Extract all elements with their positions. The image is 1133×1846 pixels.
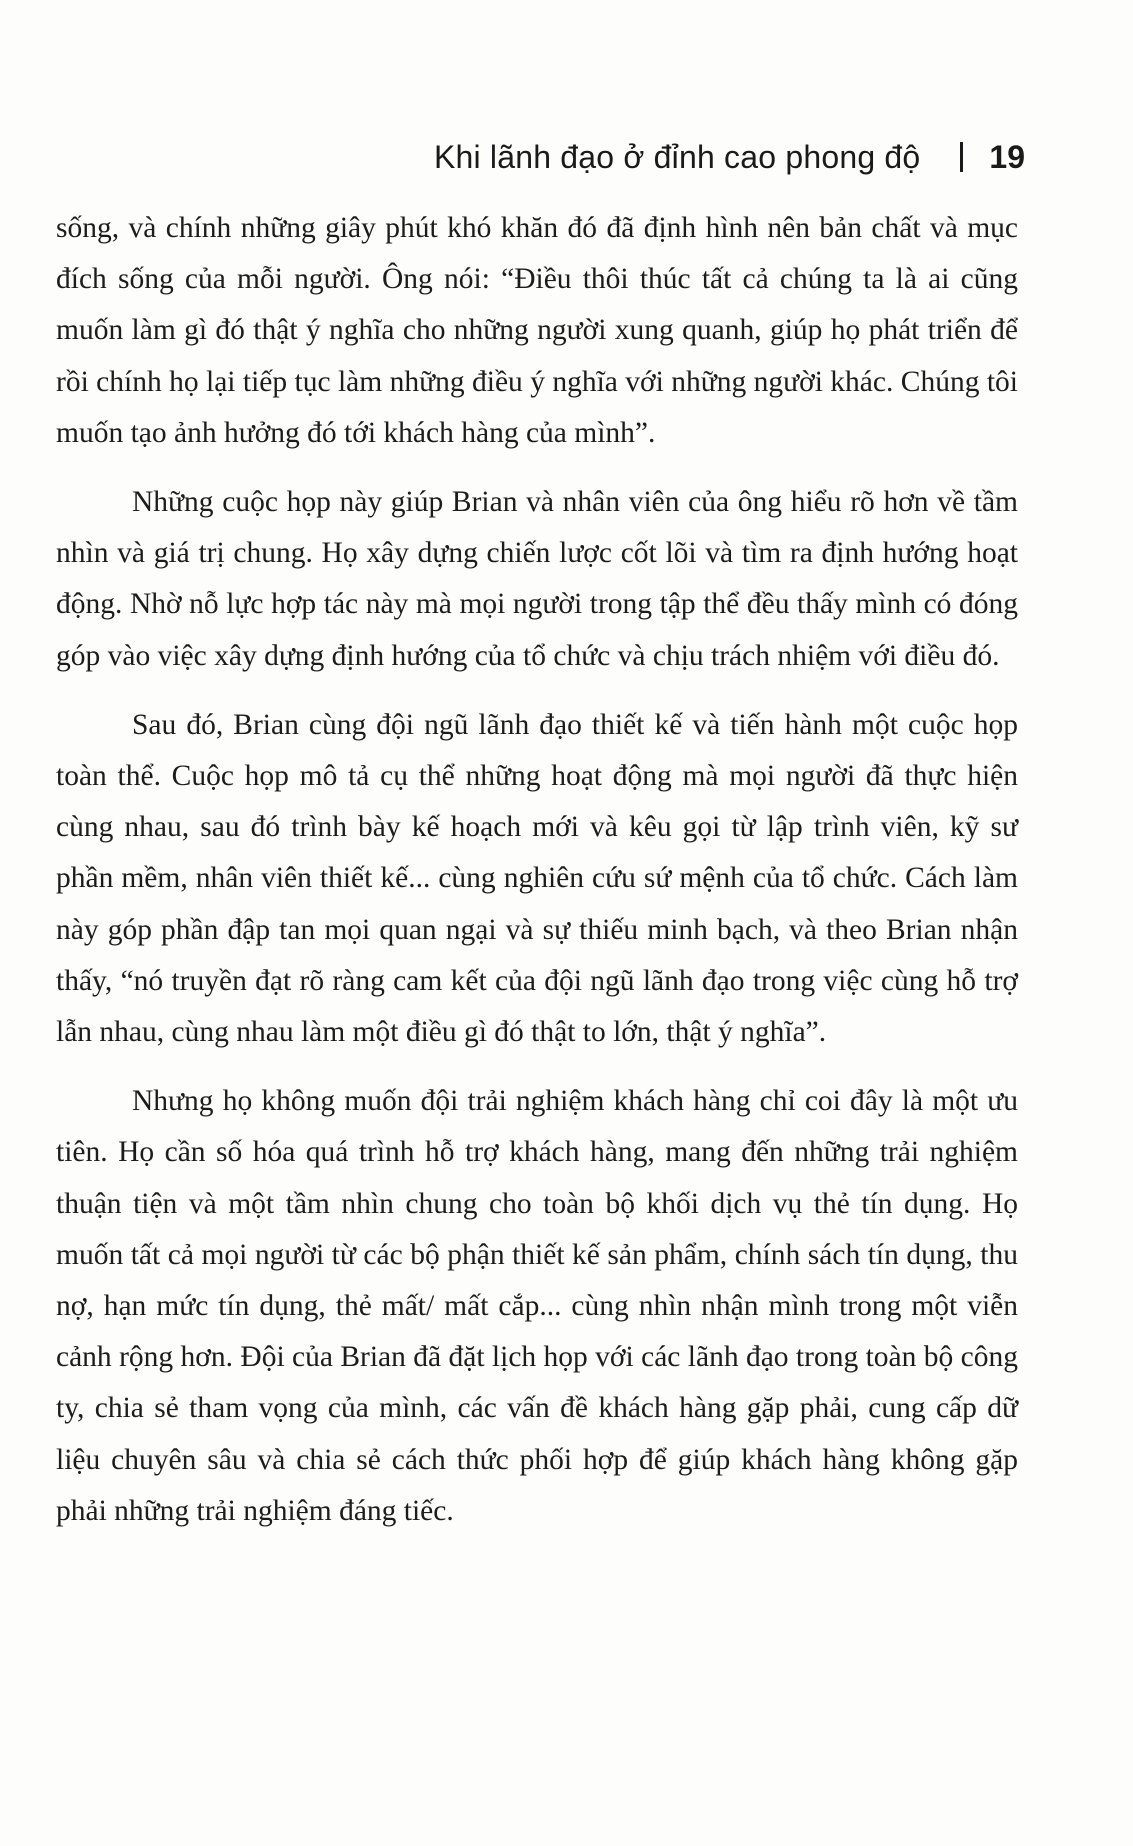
- paragraph: Nhưng họ không muốn đội trải nghiệm khách hàng chỉ coi đây là một ưu tiên. Họ cần số hóa quá trình hỗ trợ khách hàng, mang đến những trải nghiệm thuận tiện và một tầm nhìn chung cho toàn bộ khối dịch vụ thẻ tín dụng. Họ muốn tất cả mọi người từ các bộ phận thiết kế sản phẩm, chính sách tín dụng, thu nợ, hạn mức tín dụng, thẻ mất/ mất cắp... cùng nhìn nhận mình trong một viễn cảnh rộng hơn. Đội của Brian đã đặt lịch họp với các lãnh đạo trong toàn bộ công ty, chia sẻ tham vọng của mình, các vấn đề khách hàng gặp phải, cung cấp dữ liệu chuyên sâu và chia sẻ cách thức phối hợp để giúp khách hàng không gặp phải những trải nghiệm đáng tiếc.: [56, 1085, 1018, 1527]
- header-divider: [960, 142, 963, 172]
- body-text: [56, 203, 1018, 1555]
- paragraph: Sau đó, Brian cùng đội ngũ lãnh đạo thiết kế và tiến hành một cuộc họp toàn thể. Cuộc họp mô tả cụ thể những hoạt động mà mọi người đã thực hiện cùng nhau, sau đó trình bày kế hoạch mới và kêu gọi từ lập trình viên, kỹ sư phần mềm, nhân viên thiết kế... cùng nghiên cứu sứ mệnh của tổ chức. Cách làm này góp phần đập tan mọi quan ngại và sự thiếu minh bạch, và theo Brian nhận thấy, “nó truyền đạt rõ ràng cam kết của đội ngũ lãnh đạo trong việc cùng hỗ trợ lẫn nhau, cùng nhau làm một điều gì đó thật to lớn, thật ý nghĩa”.: [56, 708, 1018, 1049]
- running-header: [300, 132, 1025, 182]
- paragraph: Những cuộc họp này giúp Brian và nhân viên của ông hiểu rõ hơn về tầm nhìn và giá trị chung. Họ xây dựng chiến lược cốt lõi và tìm ra định hướng hoạt động. Nhờ nỗ lực hợp tác này mà mọi người trong tập thể đều thấy mình có đóng góp vào việc xây dựng định hướng của tổ chức và chịu trách nhiệm với điều đó.: [56, 486, 1018, 672]
- running-title: Khi lãnh đạo ở đỉnh cao phong độ: [433, 138, 921, 175]
- page-number: 19: [989, 138, 1025, 175]
- paragraph-continued: sống, và chính những giây phút khó khăn đó đã định hình nên bản chất và mục đích sống của mỗi người. Ông nói: “Điều thôi thúc tất cả chúng ta là ai cũng muốn làm gì đó thật ý nghĩa cho những người xung quanh, giúp họ phát triển để rồi chính họ lại tiếp tục làm những điều ý nghĩa với những người khác. Chúng tôi muốn tạo ảnh hưởng đó tới khách hàng của mình”.: [56, 212, 1018, 449]
